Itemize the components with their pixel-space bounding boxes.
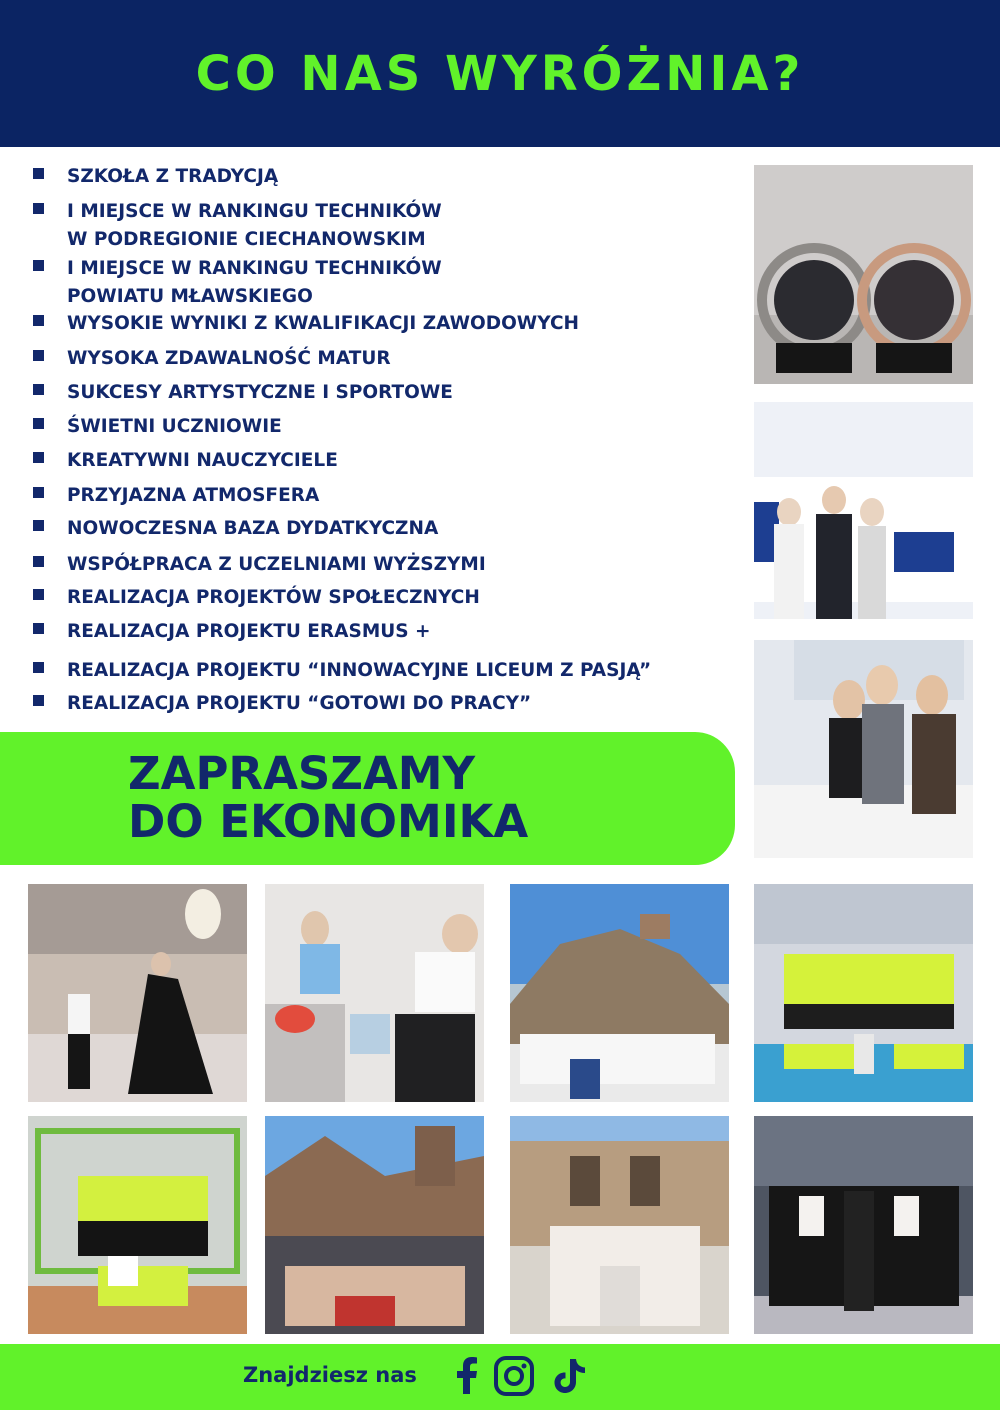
- feature-item: [33, 345, 391, 373]
- feature-item: [33, 198, 442, 254]
- feature-text: I MIEJSCE W RANKINGU TECHNIKÓW W PODREGIONIE CIECHANOWSKIM: [67, 201, 442, 250]
- feature-item: [33, 657, 651, 685]
- footer: [0, 1344, 1000, 1410]
- feature-item: [33, 379, 453, 407]
- feature-text: REALIZACJA PROJEKTÓW SPOŁECZNYCH: [67, 587, 480, 608]
- theme-park-photo: [265, 1116, 484, 1334]
- feature-text: WSPÓŁPRACA Z UCZELNIAMI WYŻSZYMI: [67, 554, 486, 575]
- footer-label: Znajdziesz nas: [243, 1363, 417, 1387]
- feature-text: NOWOCZESNA BAZA DYDATKYCZNA: [67, 518, 439, 539]
- meteora-trip-photo: [510, 884, 729, 1102]
- feature-item: [33, 584, 480, 612]
- bullet-icon: [33, 695, 44, 706]
- feature-item: [33, 255, 442, 311]
- bullet-icon: [33, 452, 44, 463]
- banner-line-1: ZAPRASZAMY: [128, 747, 476, 800]
- feature-item: [33, 618, 431, 646]
- feature-item: [33, 551, 486, 579]
- banner-title: [128, 747, 598, 848]
- banner-line-2: DO EKONOMIKA: [128, 795, 529, 848]
- bullet-icon: [33, 384, 44, 395]
- facebook-icon[interactable]: [445, 1354, 489, 1398]
- feature-item: [33, 413, 282, 441]
- feature-text: PRZYJAZNA ATMOSFERA: [67, 485, 320, 506]
- instagram-icon[interactable]: [492, 1354, 536, 1398]
- header: [0, 0, 1000, 147]
- football-team-photo: [28, 1116, 247, 1334]
- studniowka-photo: [754, 1116, 973, 1334]
- feature-item: [33, 163, 278, 191]
- bullet-icon: [33, 623, 44, 634]
- olympiad-photo: [754, 402, 973, 619]
- feature-text: KREATYWNI NAUCZYCIELE: [67, 450, 338, 471]
- bullet-icon: [33, 556, 44, 567]
- feature-text: SUKCESY ARTYSTYCZNE I SPORTOWE: [67, 382, 453, 403]
- feature-text: WYSOKIE WYNIKI Z KWALIFIKACJI ZAWODOWYCH: [67, 313, 580, 334]
- invite-banner: [0, 732, 735, 865]
- bullet-icon: [33, 203, 44, 214]
- feature-item: [33, 690, 531, 718]
- venice-trip-photo: [510, 1116, 729, 1334]
- feature-text: SZKOŁA Z TRADYCJĄ: [67, 166, 279, 187]
- ball-dance-photo: [28, 884, 247, 1102]
- bullet-icon: [33, 315, 44, 326]
- awards-photo: [754, 165, 973, 384]
- bullet-icon: [33, 662, 44, 673]
- bullet-icon: [33, 418, 44, 429]
- volleyball-team-photo: [754, 884, 973, 1102]
- feature-item: [33, 515, 438, 543]
- feature-text: I MIEJSCE W RANKINGU TECHNIKÓW POWIATU MŁAWSKIEGO: [67, 258, 442, 307]
- feature-text: REALIZACJA PROJEKTU “INNOWACYJNE LICEUM Z PASJĄ”: [67, 660, 652, 681]
- feature-item: [33, 447, 338, 475]
- bullet-icon: [33, 589, 44, 600]
- feature-text: WYSOKA ZDAWALNOŚĆ MATUR: [67, 348, 391, 369]
- feature-text: REALIZACJA PROJEKTU “GOTOWI DO PRACY”: [67, 693, 532, 714]
- bullet-icon: [33, 487, 44, 498]
- blood-donation-photo: [265, 884, 484, 1102]
- feature-item: [33, 482, 319, 510]
- feature-item: [33, 310, 579, 338]
- feature-text: REALIZACJA PROJEKTU ERASMUS +: [67, 621, 431, 642]
- bullet-icon: [33, 260, 44, 271]
- bullet-icon: [33, 168, 44, 179]
- lab-photo: [754, 640, 973, 858]
- tiktok-icon[interactable]: [548, 1354, 592, 1398]
- feature-text: ŚWIETNI UCZNIOWIE: [67, 416, 282, 437]
- page-title: CO NAS WYRÓŻNIA?: [195, 45, 805, 102]
- bullet-icon: [33, 350, 44, 361]
- bullet-icon: [33, 520, 44, 531]
